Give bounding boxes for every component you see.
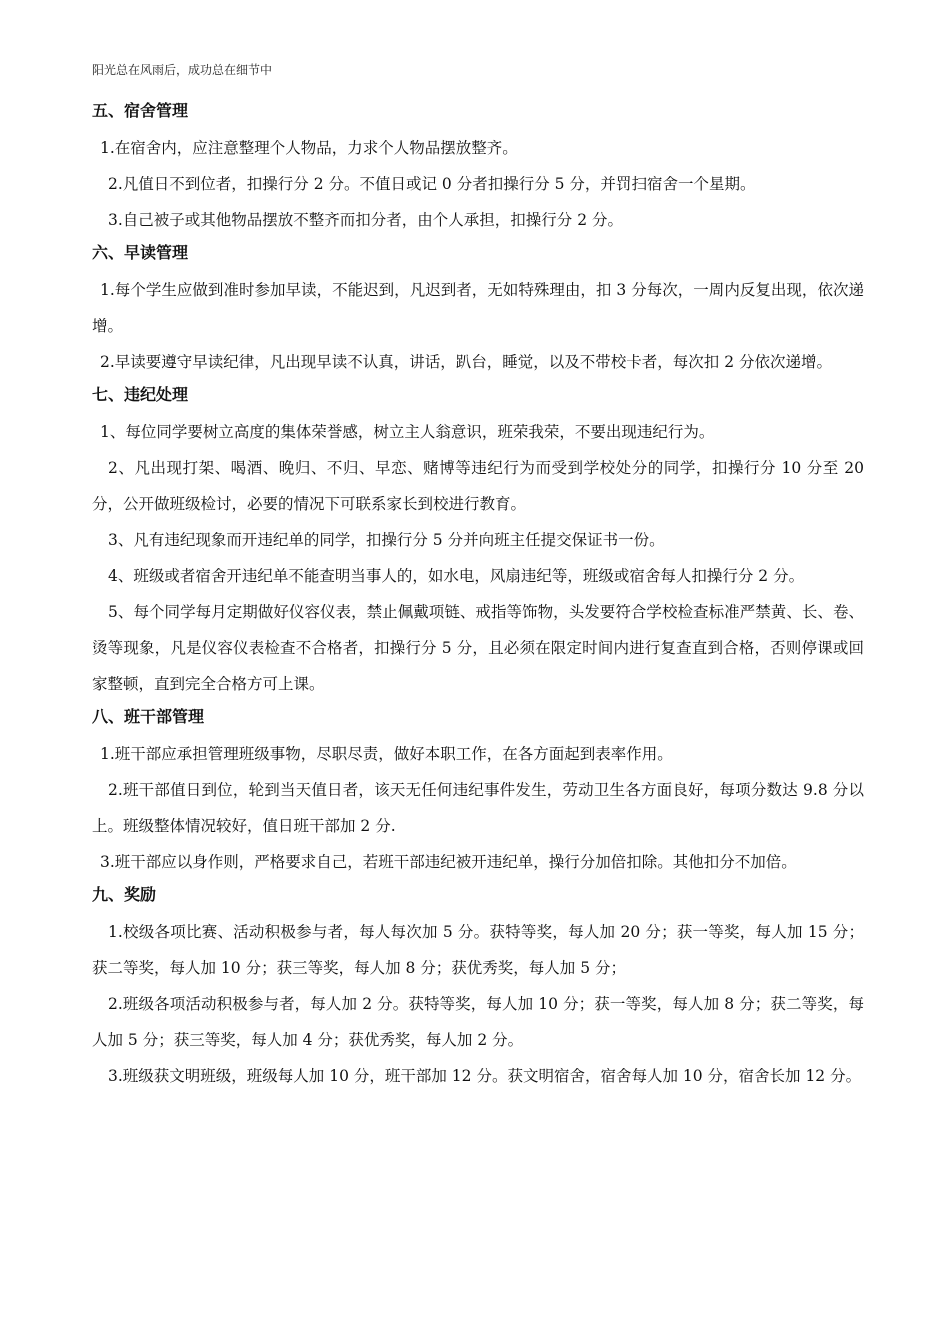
section-class-cadres <box>92 702 864 880</box>
paragraph: 1、每位同学要树立高度的集体荣誉感，树立主人翁意识，班荣我荣，不要出现违纪行为。 <box>100 423 715 441</box>
paragraph: 2.班级各项活动积极参与者，每人加 2 分。获特等奖，每人加 10 分；获一等奖，每人加 8 分；获二等奖，每人加 5 分；获三等奖，每人加 4 分；获优秀奖，每人加 2 分。 <box>92 995 864 1049</box>
document-page <box>92 62 864 1094</box>
paragraph: 5、每个同学每月定期做好仪容仪表，禁止佩戴项链、戒指等饰物，头发要符合学校检查标准严禁黄、长、卷、烫等现象，凡是仪容仪表检查不合格者，扣操行分 5 分，且必须在限定时间内进行复查直到合格，否则停课或回家整顿，直到完全合格方可上课。 <box>92 603 864 693</box>
section-heading: 八、班干部管理 <box>92 707 205 726</box>
section-heading: 五、宿舍管理 <box>92 101 189 120</box>
section-rewards <box>92 880 864 1094</box>
paragraph: 1.班干部应承担管理班级事物，尽职尽责，做好本职工作，在各方面起到表率作用。 <box>100 745 673 763</box>
paragraph: 1.在宿舍内，应注意整理个人物品，力求个人物品摆放整齐。 <box>100 139 518 157</box>
paragraph: 1.校级各项比赛、活动积极参与者，每人每次加 5 分。获特等奖，每人加 20 分；获一等奖，每人加 15 分；获二等奖，每人加 10 分；获三等奖，每人加 8 分；获优秀奖，每人加 5 分； <box>92 923 864 977</box>
section-morning-reading <box>92 238 864 380</box>
section-heading: 七、违纪处理 <box>92 385 189 404</box>
section-heading: 九、奖励 <box>92 885 157 904</box>
section-heading: 六、早读管理 <box>92 243 189 262</box>
paragraph: 3.班干部应以身作则，严格要求自己，若班干部违纪被开违纪单，操行分加倍扣除。其他扣分不加倍。 <box>100 853 797 871</box>
header-motto: 阳光总在风雨后，成功总在细节中 <box>92 63 273 77</box>
paragraph: 3、凡有违纪现象而开违纪单的同学，扣操行分 5 分并向班主任提交保证书一份。 <box>108 531 665 549</box>
paragraph: 1.每个学生应做到准时参加早读，不能迟到，凡迟到者，无如特殊理由，扣 3 分每次，一周内反复出现，依次递增。 <box>92 281 864 335</box>
section-dormitory <box>92 96 864 238</box>
paragraph: 3.自己被子或其他物品摆放不整齐而扣分者，由个人承担，扣操行分 2 分。 <box>108 211 624 229</box>
paragraph: 3.班级获文明班级，班级每人加 10 分，班干部加 12 分。获文明宿舍，宿舍每人加 10 分，宿舍长加 12 分。 <box>108 1067 862 1085</box>
paragraph: 2、凡出现打架、喝酒、晚归、不归、早恋、赌博等违纪行为而受到学校处分的同学，扣操行分 10 分至 20 分，公开做班级检讨，必要的情况下可联系家长到校进行教育。 <box>92 459 864 513</box>
paragraph: 4、班级或者宿舍开违纪单不能查明当事人的，如水电，风扇违纪等，班级或宿舍每人扣操行分 2 分。 <box>108 567 805 585</box>
paragraph: 2.班干部值日到位，轮到当天值日者，该天无任何违纪事件发生，劳动卫生各方面良好，每项分数达 9.8 分以上。班级整体情况较好，值日班干部加 2 分. <box>92 781 864 835</box>
paragraph: 2.早读要遵守早读纪律，凡出现早读不认真，讲话，趴台，睡觉，以及不带校卡者，每次扣 2 分依次递增。 <box>100 353 833 371</box>
section-discipline <box>92 380 864 702</box>
paragraph: 2.凡值日不到位者，扣操行分 2 分。不值日或记 0 分者扣操行分 5 分，并罚扫宿舍一个星期。 <box>108 175 756 193</box>
